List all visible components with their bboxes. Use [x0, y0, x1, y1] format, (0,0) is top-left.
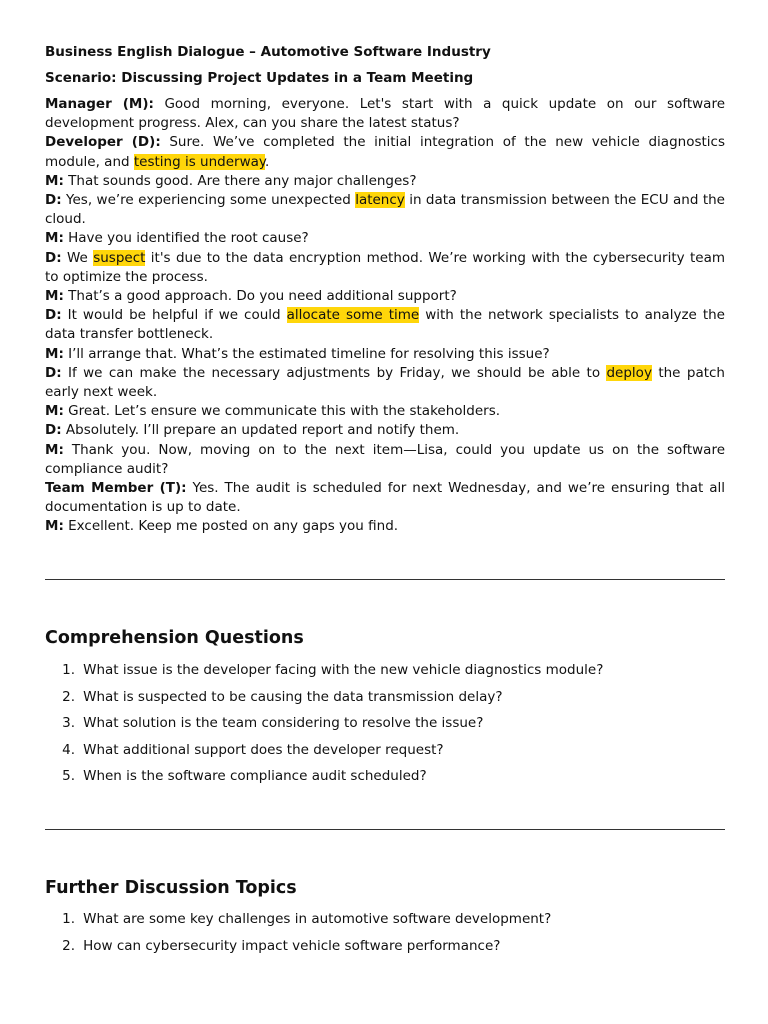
- dialogue-text: Absolutely. I’ll prepare an updated report and notify them.: [61, 422, 460, 439]
- list-item: [45, 660, 603, 687]
- speaker-separator: :: [58, 345, 64, 362]
- dialogue-line: [45, 172, 725, 191]
- item-number: 2.: [62, 688, 75, 705]
- dialogue-line: [45, 421, 725, 440]
- speaker-separator: :: [58, 441, 64, 458]
- item-text: What issue is the developer facing with the new vehicle diagnostics module?: [83, 662, 604, 678]
- item-text: How can cybersecurity impact vehicle software performance?: [83, 937, 501, 954]
- speaker-label: M: [45, 230, 59, 247]
- speaker-separator: :: [56, 192, 62, 209]
- dialogue-text: Thank you. Now, moving on to the next item—Lisa, could you update us on the software compliance audit?: [45, 441, 725, 477]
- dialogue-line: [45, 345, 725, 364]
- section-divider: [45, 579, 725, 580]
- dialogue-text: That’s a good approach. Do you need additional support?: [63, 288, 457, 305]
- speaker-separator: :: [56, 249, 62, 266]
- dialogue-text: We: [61, 249, 94, 266]
- dialogue-text: I’ll arrange that. What’s the estimated timeline for resolving this issue?: [63, 345, 550, 362]
- speaker-label: Developer (D): [45, 134, 156, 151]
- speaker-label: D: [45, 307, 57, 324]
- dialogue-line: [45, 229, 725, 248]
- speaker-label: D: [45, 422, 57, 439]
- dialogue-line: [45, 95, 725, 133]
- dialogue-line: [45, 441, 725, 479]
- list-item: [45, 909, 551, 936]
- highlighted-phrase: latency: [355, 192, 405, 209]
- speaker-separator: :: [58, 230, 64, 247]
- speaker-separator: :: [181, 480, 187, 497]
- dialogue-text: Yes, we’re experiencing some unexpected: [61, 192, 356, 209]
- dialogue-text: Have you identified the root cause?: [63, 230, 309, 247]
- dialogue-text: it's due to the data encryption method. We’re working with the cybersecurity team to optimize the process.: [45, 249, 725, 285]
- speaker-label: M: [45, 403, 59, 420]
- speaker-label: M: [45, 288, 59, 305]
- speaker-separator: :: [58, 403, 64, 420]
- item-text: What is suspected to be causing the data transmission delay?: [83, 688, 503, 705]
- dialogue-text: That sounds good. Are there any major challenges?: [63, 172, 417, 189]
- speaker-label: M: [45, 441, 59, 458]
- dialogue-line: [45, 364, 725, 402]
- list-item: [45, 766, 603, 793]
- dialogue-text: .: [264, 153, 270, 170]
- item-text: When is the software compliance audit scheduled?: [83, 768, 427, 784]
- dialogue-line: [45, 191, 725, 229]
- section-divider: [45, 829, 725, 830]
- dialogue-line: [45, 133, 725, 171]
- speaker-separator: :: [56, 307, 62, 324]
- highlighted-phrase: deploy: [606, 364, 652, 381]
- speaker-label: Team Member (T): [45, 480, 182, 497]
- document-title: Business English Dialogue – Automotive Software Industry: [45, 44, 491, 60]
- dialogue-line: [45, 249, 725, 287]
- dialogue-line: [45, 287, 725, 306]
- dialogue-line: [45, 479, 725, 517]
- speaker-label: D: [45, 249, 57, 266]
- item-number: 1.: [62, 662, 75, 678]
- dialogue-text: It would be helpful if we could: [61, 307, 287, 324]
- speaker-separator: :: [56, 364, 62, 381]
- item-number: 2.: [62, 937, 75, 954]
- item-number: 4.: [62, 741, 75, 758]
- speaker-separator: :: [155, 134, 161, 151]
- speaker-label: D: [45, 192, 57, 209]
- item-text: What are some key challenges in automotive software development?: [83, 911, 552, 927]
- speaker-label: M: [45, 345, 59, 362]
- list-item: [45, 740, 603, 767]
- item-text: What solution is the team considering to resolve the issue?: [83, 715, 484, 731]
- speaker-label: M: [45, 172, 59, 189]
- item-number: 3.: [62, 715, 75, 731]
- dialogue-text: in data transmission between the ECU and the cloud.: [45, 192, 725, 228]
- list-item: [45, 713, 603, 740]
- dialogue-text: If we can make the necessary adjustments by Friday, we should be able to: [61, 364, 607, 381]
- list-item: [45, 687, 603, 714]
- item-number: 5.: [62, 768, 75, 784]
- highlighted-phrase: testing is underway: [133, 153, 265, 170]
- discussion-list: [45, 909, 551, 962]
- list-item: [45, 936, 551, 963]
- speaker-separator: :: [58, 288, 64, 305]
- speaker-label: D: [45, 364, 57, 381]
- item-text: What additional support does the developer request?: [83, 741, 444, 758]
- speaker-label: Manager (M): [45, 96, 149, 112]
- dialogue-text: with the network specialists to analyze the data transfer bottleneck.: [45, 307, 725, 343]
- dialogue-text: Yes. The audit is scheduled for next Wednesday, and we’re ensuring that all documentation is up to date.: [45, 480, 725, 516]
- speaker-separator: :: [58, 172, 64, 189]
- dialogue-text: Good morning, everyone. Let's start with a quick update on our software development progress. Alex, can you share the latest status?: [45, 96, 726, 132]
- speaker-separator: :: [148, 96, 154, 112]
- highlighted-phrase: suspect: [93, 249, 146, 266]
- dialogue-text: the patch early next week.: [45, 364, 725, 401]
- comprehension-list: [45, 660, 603, 793]
- dialogue-text: Sure. We’ve completed the initial integration of the new vehicle diagnostics module, and: [45, 134, 725, 170]
- discussion-title: Further Discussion Topics: [45, 878, 297, 898]
- dialogue-line: [45, 402, 725, 421]
- item-number: 1.: [62, 911, 75, 927]
- comprehension-title: Comprehension Questions: [45, 628, 304, 648]
- scenario-heading: Scenario: Discussing Project Updates in a Team Meeting: [45, 70, 474, 86]
- dialogue-line: [45, 306, 725, 344]
- dialogue-text: Excellent. Keep me posted on any gaps you find.: [63, 518, 399, 535]
- speaker-separator: :: [58, 518, 64, 535]
- speaker-separator: :: [56, 422, 62, 439]
- highlighted-phrase: allocate some time: [286, 307, 420, 324]
- dialogue-line: [45, 517, 725, 536]
- speaker-label: M: [45, 518, 59, 535]
- dialogue-text: Great. Let’s ensure we communicate this with the stakeholders.: [63, 403, 501, 420]
- dialogue: [45, 95, 725, 537]
